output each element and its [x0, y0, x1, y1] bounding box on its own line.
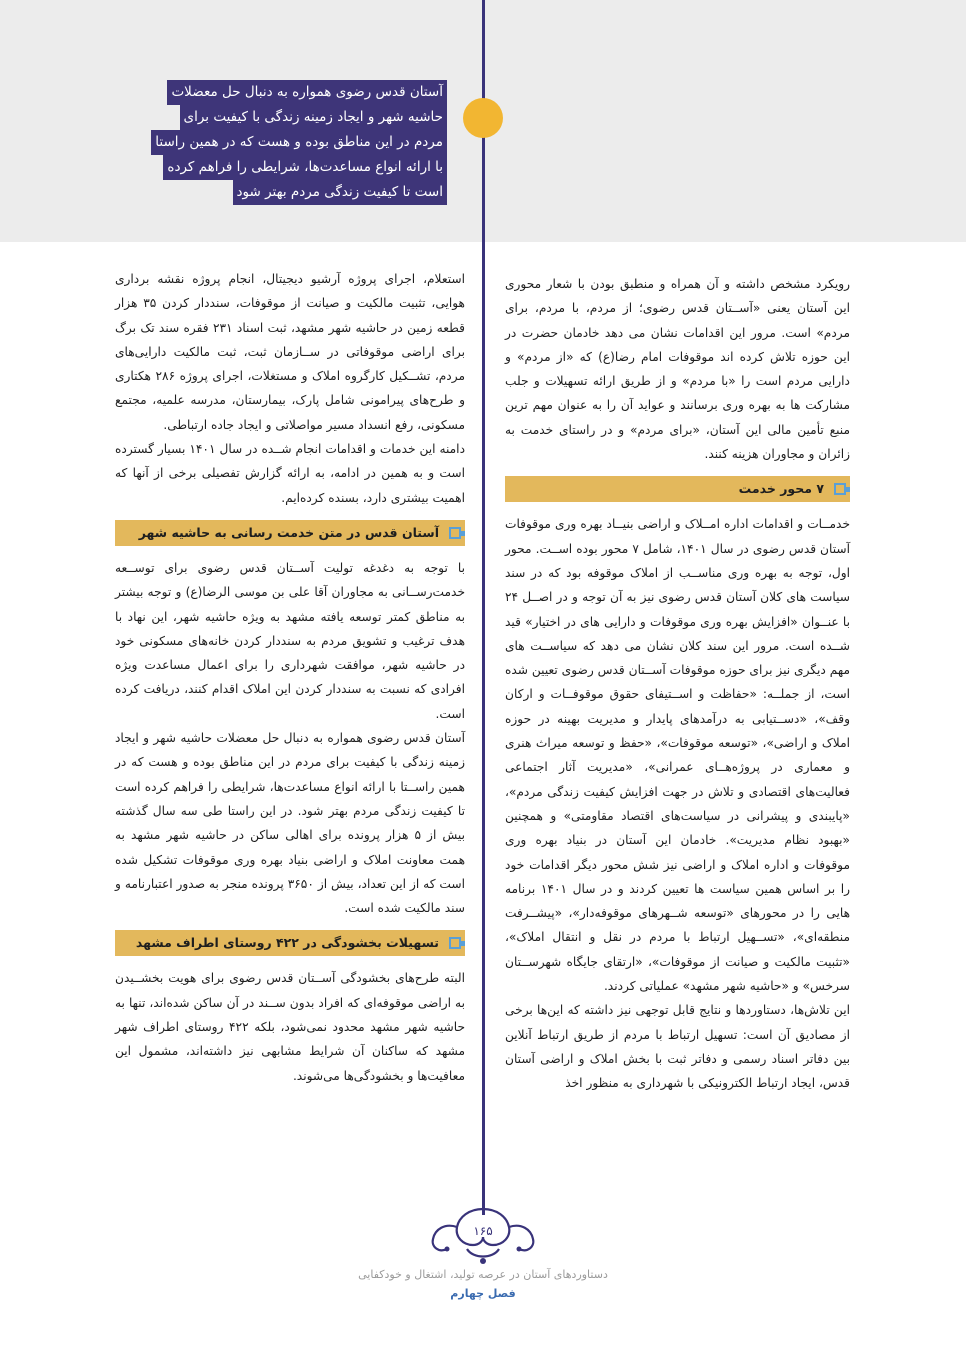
left-text-column	[115, 267, 465, 1088]
square-bullet-icon	[449, 937, 461, 949]
body-paragraph: با توجه به دغدغه تولیت آســتان قدس رضوی برای توســعه خدمت‌رســانی به مجاوران آقا علی بن موسی الرضا(ع) و توجه بیشتر به مناطق کمتر توسعه یافته مشهد به ویژه حاشیه شهر، این نهاد با هدف ترغیب و تشویق مردم به سنددار کردن خانه‌های مسکونی خود در حاشیه شهر، موافقت شهرداری را برای اعمال مساعدت ویژه افرادی که نسبت به سنددار کردن این املاک اقدام کنند، دریافت کرده است.	[115, 560, 465, 721]
pull-quote-line: است تا کیفیت زندگی مردم بهتر شود	[233, 180, 448, 205]
square-bullet-icon	[449, 527, 461, 539]
footer-book-title: دستاوردهای آستان در عرصه تولید، اشتغال و خودکفایی	[358, 1268, 608, 1281]
page-number: ۱۶۵	[473, 1224, 493, 1238]
intro-paragraph: رویکرد مشخص داشته و آن همراه و منطبق بودن با شعار محوری این آستان یعنی «آســتان قدس رضوی؛ از مردم، با مردم، برای مردم» است. مرور این اقدامات نشان می دهد خادمان حضرت در این حوزه تلاش کرده اند موقوفات امام رضا(ع) که «از مردم» و دارایی مردم است را «با مردم» و از طریق ارائه تسهیلات و جلب مشارکت ها به بهره وری برسانند و عواید آن را به عنوان مهم ترین منبع تأمین مالی این آستان، «برای مردم» و در راستای خدمت به زائران و مجاوران هزینه کنند.	[505, 277, 850, 462]
pull-quote	[127, 80, 447, 205]
body-paragraph: دامنه این خدمات و اقدامات انجام شــده در سال ۱۴۰۱ بسیار گسترده است و به همین در ادامه، به ارائه گزارش تفصیلی برخی از آنها که اهمیت بیشتری دارد، بسنده کرده‌ایم.	[115, 442, 465, 505]
section-heading-text: ۷ محور خدمت	[738, 481, 824, 497]
section-heading-text: آستان قدس در متن خدمت رسانی به حاشیه شهر	[138, 524, 439, 540]
column-divider-line	[482, 0, 485, 1215]
section-heading-suburbs	[115, 520, 465, 546]
right-text-column	[505, 272, 850, 1096]
pull-quote-line: مردم در این مناطق بوده و هست که در همین راستا	[151, 130, 447, 155]
section-heading-villages	[115, 930, 465, 956]
pull-quote-line: با ارائه انواع مساعدت‌ها، شرایطی را فراهم کرده	[163, 155, 447, 180]
body-paragraph: استعلام، اجرای پروژه آرشیو دیجیتال، انجام پروژه نقشه برداری هوایی، تثبیت مالکیت و صیانت از موقوفات، سنددار کردن ۳۵ هزار قطعه زمین در حاشیه شهر مشهد، ثبت اسناد ۲۳۱ فقره سند تک برگ برای اراضی موقوفاتی در ســازمان ثبت، ثبت مالکیت دارایی‌های مردم، تشــکیل کارگروه املاک و مستغلات، اجرای پروژه ۲۸۶ هکتاری و طرح‌های پیرامونی شامل پارک، بیمارستان، مدرسه علمیه، مجتمع مسکونی، رفع انسداد مسیر مواصلاتی و ایجاد جاده ارتباطی.	[115, 272, 465, 432]
body-paragraph: خدمــات و اقدامات اداره امــلاک و اراضی بنیــاد بهره وری موقوفات آستان قدس رضوی در سال ۱۴۰۱، شامل ۷ محور بوده اســت. محور اول، توجه به بهره وری مناســب از املاک موقوفه بود که در سند سیاست های کلان آستان قدس رضوی نیز به آن توجه و در اصــل ۲۴ با عنــوان «افزایش بهره وری موقوفات و دارایی های در اختیار» قید شــده است. مرور این سند کلان نشان می دهد که سیاســت های مهم دیگری نیز برای حوزه موقوفات آســتان قدس رضوی تعیین شده است، از جملــه: «حفاظت و اســتیفای حقوق موقوفــات و ارکان وقف»، «دســتیابی به درآمدهای پایدار و مدیریت بهینه در حوزه املاک و اراضی»، «توسعه موقوفات»، «حفظ و توسعه میراث هنری و معماری در پروژه‌هــای عمرانی»، «مدیریت آثار اجتماعی فعالیت‌های اقتصادی و تلاش در جهت افزایش کیفیت زندگی مردم»، «پایبندی و پیشرانی در سیاست‌های اقتصاد مقاومتی» و همچنین «بهبود نظام مدیریت». خادمان این آستان در بنیاد بهره وری موقوفات و اداره املاک و اراضی نیز شش محور دیگر اقدامات خود را بر اساس همین سیاست ها تعیین کردند و در سال ۱۴۰۱ برنامه هایی را در محورهای «توسعه شــهرهای موقوفه‌دار»، «پیشــرفت منطقه‌ای»، «تســهیل ارتباط با مردم در نقل و انتقال املاک»، «تثبیت مالکیت و صیانت از موقوفات»، «ارتقای جایگاه شهرســتان سرخس» و «حاشیه شهر مشهد» عملیاتی کردند.	[505, 517, 850, 994]
square-bullet-icon	[834, 483, 846, 495]
footer-chapter-label: فصل چهارم	[450, 1287, 516, 1300]
pull-quote-line: حاشیه شهر و ایجاد زمینه زندگی با کیفیت برای	[180, 105, 448, 130]
body-paragraph: البته طرح‌های بخشودگی آســتان قدس رضوی برای هویت بخشــیدن به اراضی موقوفه‌ای که افراد بدون ســند در آن ساکن شده‌اند، تنها به حاشیه شهر مشهد محدود نمی‌شود، بلکه ۴۲۲ روستای اطراف شهر مشهد که ساکنان آن شرایط مشابهی نیز داشته‌اند، مشمول این معافیت‌ها و بخشودگی‌ها می‌شوند.	[115, 971, 465, 1083]
body-paragraph: آستان قدس رضوی همواره به دنبال حل معضلات حاشیه شهر و ایجاد زمینه زندگی با کیفیت برای مردم در این مناطق بوده و هست که در همین راســتا با ارائه انواع مساعدت‌ها، شرایطی را فراهم کرده است تا کیفیت زندگی مردم بهتر شود. در این راستا طی سه سال گذشته بیش از ۵ هزار پرونده برای اهالی ساکن در حاشیه شهر مشهد به همت معاونت املاک و اراضی بنیاد بهره وری موقوفات تشکیل شده است که از این تعداد، بیش از ۳۶۵۰ پرونده منجر به صدور اعتبارنامه و سند مالکیت شده است.	[115, 731, 465, 916]
body-paragraph: این تلاش‌ها، دستاوردها و نتایج قابل توجهی نیز داشته که این‌ها برخی از مصادیق آن است: تسهیل ارتباط با مردم از طریق ارتباط آنلاین بین دفاتر اسناد رسمی و دفاتر ثبت با بخش املاک و اراضی آستان قدس، ایجاد ارتباط الکترونیکی با شهرداری به منظور اخذ	[505, 1003, 850, 1091]
decorative-circle	[463, 98, 503, 138]
pull-quote-line: آستان قدس رضوی همواره به دنبال حل معضلات	[167, 80, 447, 105]
section-heading-text: تسهیلات بخشودگی در ۴۲۲ روستای اطراف مشهد	[135, 935, 439, 951]
section-heading-seven-axes	[505, 476, 850, 502]
